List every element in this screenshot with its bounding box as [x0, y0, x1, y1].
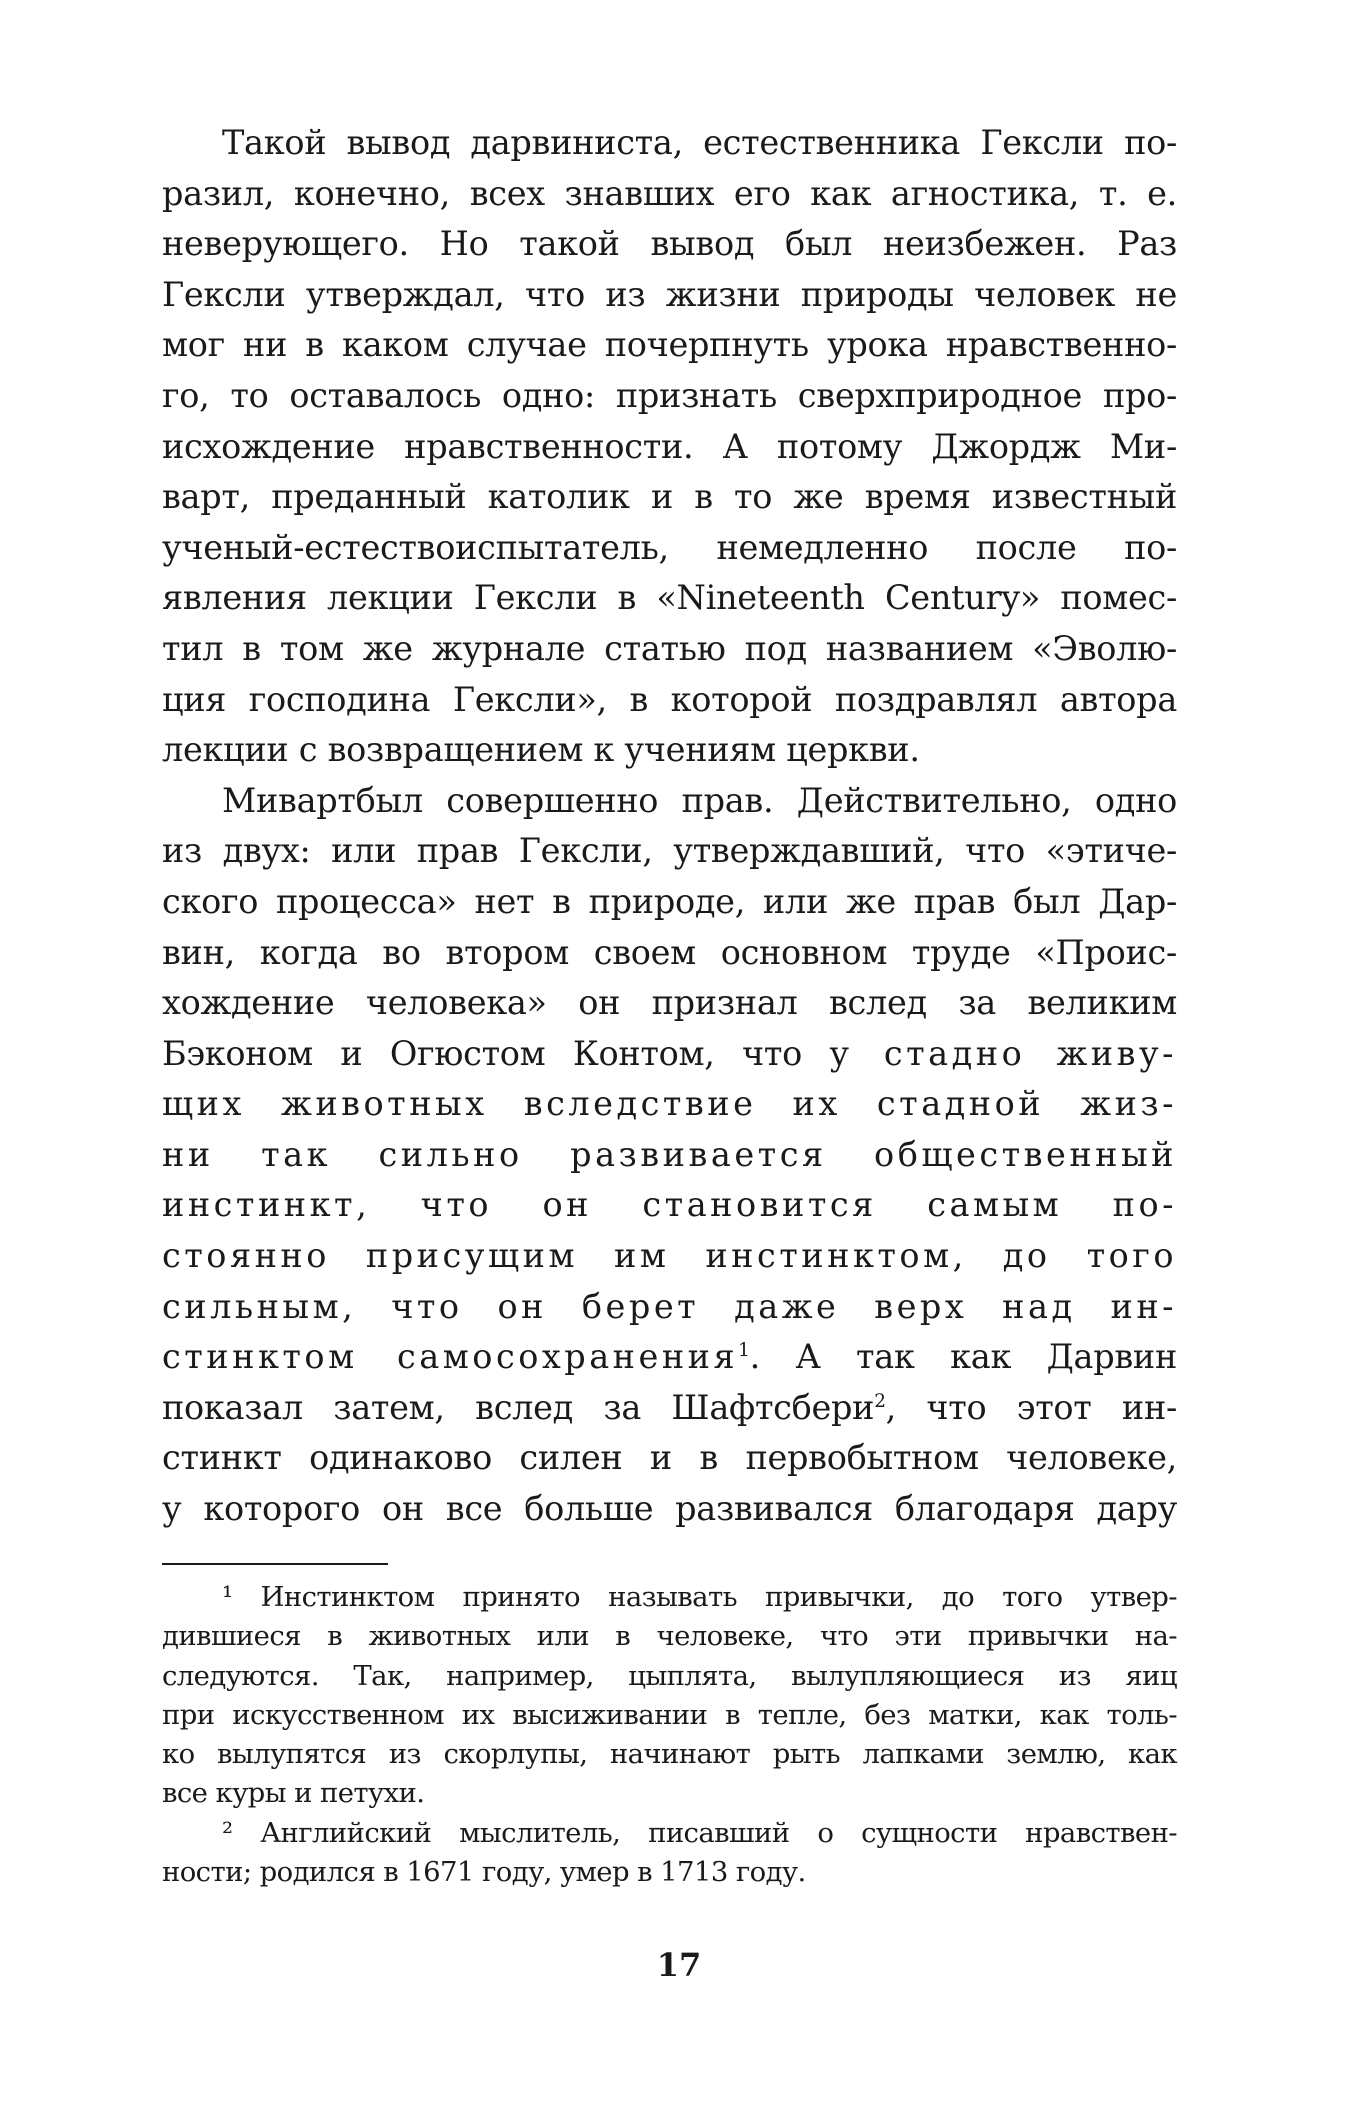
main-text — [162, 118, 1177, 1535]
body-line — [162, 573, 1177, 624]
line-text: хождение человека» он признал вслед за великим — [162, 983, 1177, 1023]
body-line — [162, 523, 1177, 574]
body-line — [162, 928, 1177, 979]
line-text: ко вылупятся из скорлупы, начинают рыть лапками землю, как — [162, 1738, 1177, 1771]
line-text: из двух: или прав Гексли, утверждавший, что «этиче- — [162, 831, 1177, 871]
line-text: разил, конечно, всех знавших его как агностика, т. е. — [162, 173, 1177, 213]
line-text: . А так как Дарвин — [749, 1337, 1177, 1377]
line-text: следуются. Так, например, цыплята, вылупляющиеся из яиц — [162, 1659, 1177, 1692]
footnote-line — [162, 1814, 1177, 1853]
body-line — [162, 675, 1177, 726]
body-line — [162, 1282, 1177, 1333]
body-line — [162, 1029, 1177, 1080]
footnote-separator — [162, 1563, 388, 1565]
body-line — [162, 826, 1177, 877]
body-line — [162, 219, 1177, 270]
line-text: тил в том же журнале статью под названием «Эволю- — [162, 628, 1177, 668]
body-line — [162, 1484, 1177, 1535]
body-line — [162, 776, 1177, 827]
line-text: Такой вывод дарвиниста, естественника Гексли по- — [222, 123, 1177, 162]
body-line — [162, 320, 1177, 371]
footnote-line — [162, 1853, 1177, 1892]
line-text: у которого он все больше развивался благодаря дару — [162, 1489, 1177, 1529]
line-text: го, то оставалось одно: признать сверхприродное про- — [162, 375, 1177, 415]
footnote-marker: 1 — [738, 1340, 750, 1362]
line-text: все куры и петухи. — [162, 1777, 425, 1810]
body-line — [162, 877, 1177, 928]
line-text: лекции с возвращением к учениям церкви. — [162, 730, 920, 770]
spaced-text: стинктом самосохранения — [162, 1337, 739, 1377]
body-line — [162, 1383, 1177, 1434]
line-text: ¹ Инстинктом принято называть привычки, до того утвер- — [222, 1581, 1177, 1613]
body-line — [162, 169, 1177, 220]
spaced-text: у стадно живу- — [829, 1033, 1178, 1073]
footnote-line — [162, 1578, 1177, 1617]
footnote-line — [162, 1774, 1177, 1813]
line-text: сильным, что он берет даже верх над ин- — [162, 1286, 1177, 1326]
page-number: 17 — [656, 1946, 702, 1984]
line-text: при искусственном их высиживании в тепле, без матки, как толь- — [162, 1698, 1177, 1731]
body-line — [162, 270, 1177, 321]
footnote-marker: 2 — [874, 1390, 886, 1412]
line-text: стинкт одинаково силен и в первобытном человеке, — [162, 1438, 1177, 1478]
body-line — [162, 371, 1177, 422]
body-line — [162, 978, 1177, 1029]
footnote-line — [162, 1657, 1177, 1696]
footnote-line — [162, 1735, 1177, 1774]
body-line — [162, 472, 1177, 523]
line-text: варт, преданный католик и в то же время известный — [162, 477, 1177, 517]
line-text: щих животных вследствие их стадной жиз- — [162, 1084, 1177, 1124]
line-text: дившиеся в животных или в человеке, что эти привычки на- — [162, 1620, 1177, 1653]
footnote-line — [162, 1696, 1177, 1735]
line-text: мог ни в каком случае почерпнуть урока нравственно- — [162, 325, 1177, 365]
line-text: исхождение нравственности. А потому Джордж Ми- — [162, 426, 1177, 466]
footnotes — [162, 1578, 1177, 1892]
line-text: показал затем, вслед за Шафтсбери — [162, 1387, 875, 1427]
line-text: ского процесса» нет в природе, или же прав был Дар- — [162, 881, 1177, 921]
line-text: ности; родился в 1671 году, умер в 1713 году. — [162, 1856, 806, 1889]
body-line — [162, 118, 1177, 169]
line-text: Гексли утверждал, что из жизни природы человек не — [162, 274, 1177, 314]
body-line — [162, 1231, 1177, 1282]
body-line — [162, 725, 1177, 776]
line-text: ученый-естествоиспытатель, немедленно после по- — [162, 527, 1177, 567]
footnote-line — [162, 1617, 1177, 1656]
line-text: ция господина Гексли», в которой поздравлял автора — [162, 679, 1177, 719]
line-text: ни так сильно развивается общественный — [162, 1134, 1177, 1174]
line-text: вин, когда во втором своем основном труде «Проис- — [162, 932, 1177, 972]
line-text: стоянно присущим им инстинктом, до того — [162, 1236, 1177, 1276]
line-text: Бэконом и Огюстом Контом, что — [162, 1033, 830, 1073]
body-line — [162, 1130, 1177, 1181]
line-text: , что этот ин- — [885, 1387, 1178, 1427]
line-text: ² Английский мыслитель, писавший о сущности нравствен- — [222, 1816, 1177, 1849]
line-text: неверующего. Но такой вывод был неизбежен. Раз — [162, 224, 1177, 264]
line-text: инстинкт, что он становится самым по- — [162, 1185, 1177, 1225]
body-line — [162, 1079, 1177, 1130]
body-line — [162, 1433, 1177, 1484]
body-line — [162, 1332, 1177, 1383]
line-text: Мивартбыл совершенно прав. Действительно, одно — [222, 780, 1177, 820]
body-line — [162, 422, 1177, 473]
line-text: явления лекции Гексли в «Nineteenth Century» помес- — [162, 578, 1177, 618]
body-line — [162, 624, 1177, 675]
body-line — [162, 1180, 1177, 1231]
